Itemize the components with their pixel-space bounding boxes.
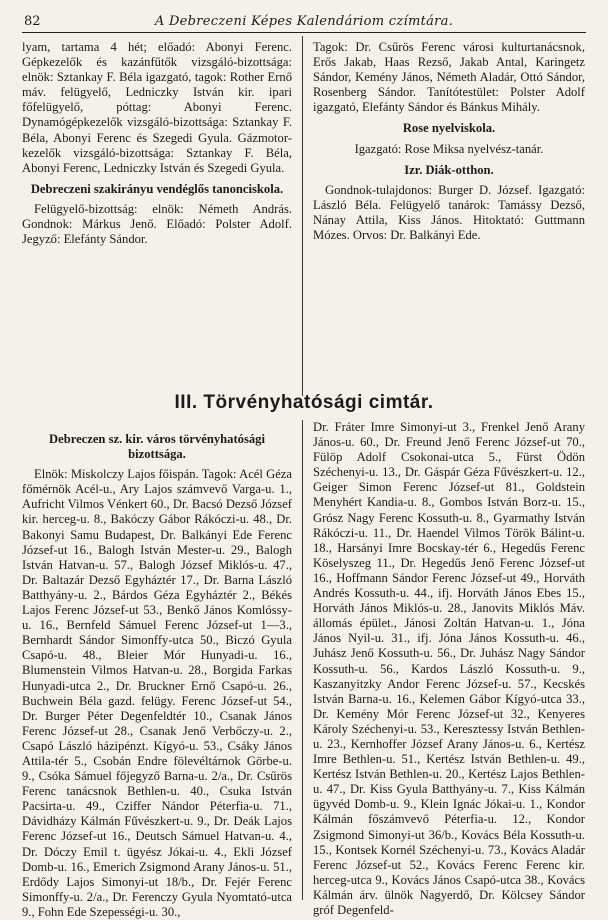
main-section-heading: III. Törvényhatósági cimtár. bbox=[174, 392, 434, 413]
right-column-bottom bbox=[313, 420, 585, 917]
right-column-top bbox=[313, 40, 585, 390]
diak-otthon-paragraph: Gondnok-tulajdonos: Burger D. József. Igazgató: László Béla. Felügyelő tanárok: Tamássy Dezső, Nánay Attila, Kiss János. Hitoktató: Guttmann Mózes. Orvos: Dr. Balkányi Ede. bbox=[313, 182, 585, 243]
left-column-bottom bbox=[22, 426, 292, 919]
bizottsag-members-list-left: Elnök: Miskolczy Lajos főispán. Tagok: Acél Géza főmérnök Acél-u., Ary Lajos számvevő Varga-u. 1., Aufricht Vilmos Vénkert 60., Dr. Bacsó Dezső József kir. herceg-u. 8., Bakóczy Gábor Rákóczi-u. 48., Dr. Bakonyi Samu Budapest, Dr. Balkányi Ede Ferenc József-ut 16., Balogh István Mester-u. 29., Balogh István Hatvan-u. 57., Balogh József Miklós-u. 47., Dr. Baltazár Dezső Egyháztér 17., Dr. Barna László Batthyány-u. 2., Bárdos Géza Egyháztér 2., Békés Lajos Ferenc József-ut 53., Benkő János Komlóssy-u. 16., Bernfeld Sámuel Ferenc József-ut 1—3., Bernhardt Sándor Simonffy-utca 50., Biczó Gyula Csapó-u. 48., Bleier Mór Hunyadi-u. 16., Blumenstein Vilmos Hatvan-u. 28., Borgida Farkas Hunyadi-utca 2., Dr. Bruckner Ernő Csapó-u. 26., Buchwein Béla gazd. felügy. Ferenc József-ut 54., Dr. Burger Péter Degenfeldtér 10., Csanak János Ferenc József-ut 28., Csanak Jenő Verbőczy-u. 2., Csapó László házipénzt. Kígyó-u. 53., Csáky János Attila-tér 5., Csobán Endre fölevéltárnok Görbe-u. 9., Csóka Sámuel főjegyző Barna-u. 2/a., Dr. Csűrös Ferenc tanácsnok Bethlen-u. 40., Csuka István Pacsirta-u. 49., Cziffer Nándor Péterfia-u. 71., Dávidházy Kálmán Fűvészkert-u. 9., Dr. Deák Lajos Ferenc József-ut 16., Deutsch Sámuel Hatvan-u. 4., Dr. Dóczy Emil t. ügyész Jókai-u. 4., Ekli József Domb-u. 16., Emerich Zsigmond Arany János-u. 51., Erdődy Lajos Simonyi-ut 18/b., Dr. Fejér Ferenc Simonffy-u. 2/a., Dr. Ferenczy Gyula Nyomtató-utca 9., Fohn Ede Szepességi-u. 30., bbox=[22, 467, 292, 919]
section-title-diak-otthon: Izr. Diák-otthon. bbox=[404, 162, 494, 177]
tagok-paragraph: Tagok: Dr. Csűrös Ferenc városi kulturtanácsnok, Erős Jakab, Haas Rezső, Jakab Antal, Karingetz Sándor, Kemény János, Németh Aladár, Ottó Sándor, Rosenberg Sándor. Tanítótestület: Polster Adolf igazgató, Elefánty Sándor és Bánkus Mihály. bbox=[313, 40, 585, 115]
exam-committees-paragraph: lyam, tartama 4 hét; előadó: Abonyi Ferenc. Gépkezelők és kazánfűtők vizsgáló-bizottsága: elnök: Sztankay F. Béla igazgató, tagok: Rother Ernő máv. felügyelő, Ledniczky István kir. ipari főfelügyelő, póttag: Abonyi Ferenc. Dynamógépkezelők vizsgáló-bizottsága: Sztankay F. Béla, Abonyi Ferenc és Szegedi Gyula. Gázmotor-kezelők vizsgáló-bizottsága: Sztankay F. Béla, Abonyi Ferenc, Ledniczky István és Szegedi Gyula. bbox=[22, 40, 292, 175]
bizottsag-members-list-right: Dr. Fráter Imre Simonyi-ut 3., Frenkel Jenő Arany János-u. 60., Dr. Freund Jenő Ferenc József-ut 70., Fülöp Adolf Csokonai-utca 5., Fürst Ödön Széchenyi-u. 13., Dr. Gáspár Géza Fűvészkert-u. 12., Geiger Simon Ferenc József-ut 81., Goldstein Menyhért Kandia-u. 8., Gombos István Borz-u. 15., Grósz Nagy Ferenc Kossuth-u. 8., Gyarmathy István Rákóczi-u. 11., Dr. Haendel Vilmos Török Bálint-u. 18., Harsányi Imre Bocskay-tér 6., Hegedűs Ferenc Köselyszeg 11., Dr. Hegedűs Jenő Ferenc József-ut 16., Hoffmann Sándor Ferenc József-ut 49., Horváth Andrés Kossuth-u. 44., ifj. Horváth János Ebes 15., Horváth János Miklós-u. 28., Janovits Miklós Máv. állomás épület., Jánosi Zoltán Hatvan-u. 1., Jóna János Nyil-u. 31., ifj. Jóna János Kossuth-u. 46., Juhász Jenő Kossuth-u. 56., Dr. Juhász Nagy Sándor Kossuth-u. 56., Kardos László Kossuth-u. 9., Kaszanyitzky Andor Ferenc József-u. 57., Kecskés István Barna-u. 16., Kelemen Gábor Kígyó-utca 33., Dr. Kemény Mór Ferenc József-ut 32., Kenyeres Károly Széchenyi-u. 53., Keresztessy István Bethlen-u. 23., Kernhoffer József Arany János-u. 6., Kertész Imre Bethlen-u. 51., Kertész István Bethlen-u. 49., Kertész István Bethlen-u. 20., Kertész Lajos Bethlen-u. 47., Dr. Kiss Gyula Batthyány-u. 7., Kiss Kálmán ügyvéd Domb-u. 9., Klein Ignác Jókai-u. 1., Kondor Kálmán főszámvevő Péterfia-u. 12., Kondor Zsigmond Simonyi-ut 36/b., Kovács Béla Kossuth-u. 15., Kontsek Kornél Széchenyi-u. 73., Kovács Aladár Ferenc József-ut 52., Kovács Ferenc Ferenc kir. herceg-utca 9., Kovács János Csapó-utca 38., Kovács Kálmán árv. ülnök Nagyerdő, Dr. Kölcsey Sándor gróf Degenfeld- bbox=[313, 420, 585, 917]
column-divider-top bbox=[302, 36, 303, 396]
section-title-vendeglos-iskola: Debreczeni szakirányu vendéglős tanonciskola. bbox=[30, 181, 284, 196]
page-number: 82 bbox=[24, 14, 41, 29]
vendeglos-iskola-paragraph: Felügyelő-bizottság: elnök: Németh András. Gondnok: Márkus Jenő. Előadó: Polster Adolf. Jegyző: Elefánty Sándor. bbox=[22, 201, 292, 247]
rose-igazgato-line: Igazgató: Rose Miksa nyelvész-tanár. bbox=[354, 141, 544, 156]
page-header bbox=[22, 12, 586, 33]
section-title-torvenyhatosagi-bizottsag: Debreczen sz. kir. város törvényhatósági bizottsága. bbox=[49, 432, 265, 462]
section-title-rose-nyelviskola: Rose nyelviskola. bbox=[402, 121, 496, 136]
running-title: A Debreczeni Képes Kalendáriom czímtára. bbox=[154, 14, 454, 29]
column-divider-bottom bbox=[302, 420, 303, 900]
